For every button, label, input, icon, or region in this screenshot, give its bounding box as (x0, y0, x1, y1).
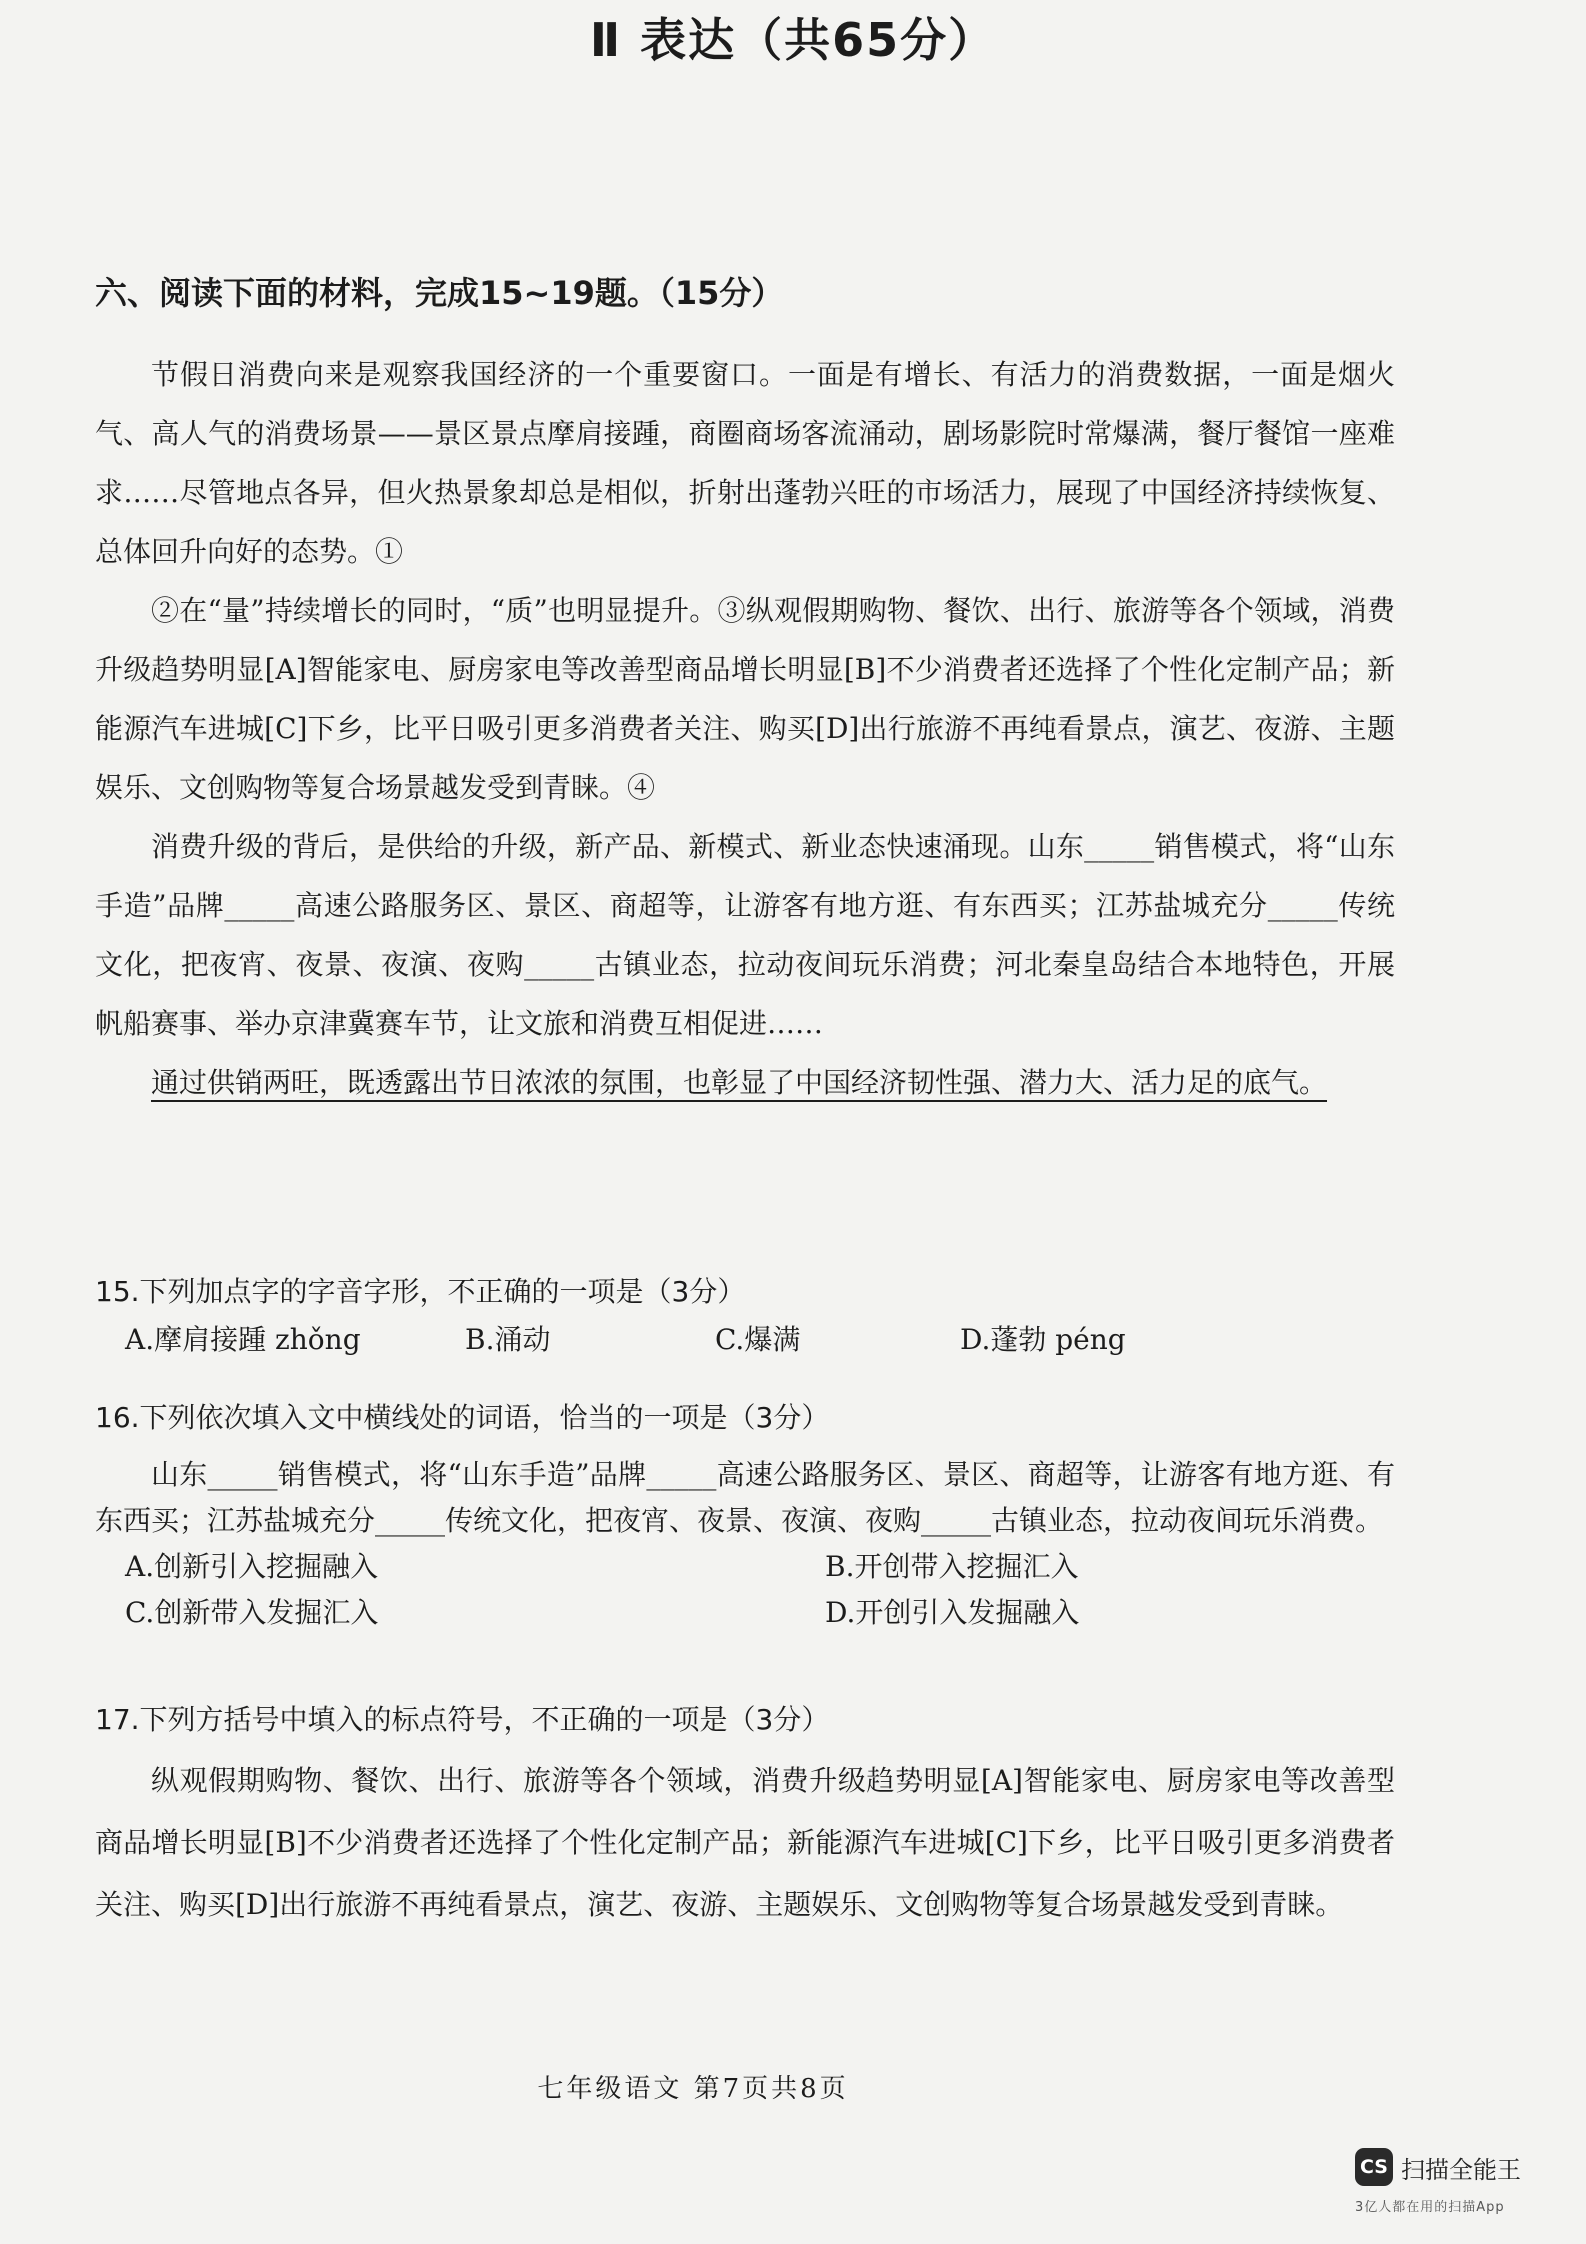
question-17 (95, 1696, 1395, 1936)
question-17-quote: 纵观假期购物、餐饮、出行、旅游等各个领域，消费升级趋势明显[A]智能家电、厨房家电等改善型商品增长明显[B]不少消费者还选择了个性化定制产品；新能源汽车进城[C]下乡，比平日吸引更多消费者关注、购买[D]出行旅游不再纯看景点，演艺、夜游、主题娱乐、文创购物等复合场景越发受到青睐。 (95, 1764, 1395, 1921)
option-b: B.开创带入挖掘汇入 (825, 1550, 1079, 1583)
question-15 (95, 1268, 1395, 1364)
passage-paragraph-4: 通过供销两旺，既透露出节日浓浓的氛围，也彰显了中国经济韧性强、潜力大、活力足的底气。 (151, 1066, 1328, 1099)
option-c: C.创新带入发掘汇入 (125, 1596, 379, 1629)
question-15-stem: 15.下列加点字的字音字形，不正确的一项是（3分） (95, 1275, 746, 1308)
passage-paragraph-2: ②在“量”持续增长的同时，“质”也明显提升。③纵观假期购物、餐饮、出行、旅游等各个领域，消费升级趋势明显[A]智能家电、厨房家电等改善型商品增长明显[B]不少消费者还选择了个性化定制产品；新能源汽车进城[C]下乡，比平日吸引更多消费者关注、购买[D]出行旅游不再纯看景点，演艺、夜游、主题娱乐、文创购物等复合场景越发受到青睐。④ (95, 594, 1395, 804)
camscanner-logo-icon: CS (1355, 2148, 1393, 2186)
watermark-tagline: 3亿人都在用的扫描App (1355, 2200, 1505, 2215)
option-a: A.摩肩接踵 zhǒng (125, 1323, 361, 1356)
option-c: C.爆满 (715, 1323, 801, 1356)
option-d: D.蓬勃 péng (960, 1323, 1126, 1356)
question-16-quote: 山东_____销售模式，将“山东手造”品牌_____高速公路服务区、景区、商超等，让游客有地方逛、有东西买；江苏盐城充分_____传统文化，把夜宵、夜景、夜演、夜购_____古镇业态，拉动夜间玩乐消费。 (95, 1458, 1395, 1537)
question-16-stem: 16.下列依次填入文中横线处的词语，恰当的一项是（3分） (95, 1401, 830, 1434)
question-15-options (125, 1316, 1395, 1364)
passage-paragraph-1: 节假日消费向来是观察我国经济的一个重要窗口。一面是有增长、有活力的消费数据，一面是烟火气、高人气的消费场景——景区景点摩肩接踵，商圈商场客流涌动，剧场影院时常爆满，餐厅餐馆一座难求……尽管地点各异，但火热景象却总是相似，折射出蓬勃兴旺的市场活力，展现了中国经济持续恢复、总体回升向好的态势。① (95, 358, 1395, 568)
page-heading: Ⅱ 表达（共65分） (589, 13, 997, 67)
section-title: 六、阅读下面的材料，完成15~19题。（15分） (95, 274, 784, 312)
question-17-stem: 17.下列方括号中填入的标点符号，不正确的一项是（3分） (95, 1703, 830, 1736)
option-b: B.涌动 (465, 1323, 551, 1356)
page-footer: 七年级语文 第7页共8页 (537, 2074, 849, 2104)
question-16 (95, 1394, 1395, 1636)
watermark-name: 扫描全能王 (1401, 2155, 1521, 2184)
option-d: D.开创引入发掘融入 (825, 1596, 1080, 1629)
passage-paragraph-3: 消费升级的背后，是供给的升级，新产品、新模式、新业态快速涌现。山东_____销售模式，将“山东手造”品牌_____高速公路服务区、景区、商超等，让游客有地方逛、有东西买；江苏盐城充分_____传统文化，把夜宵、夜景、夜演、夜购_____古镇业态，拉动夜间玩乐消费；河北秦皇岛结合本地特色，开展帆船赛事、举办京津冀赛车节，让文旅和消费互相促进…… (95, 830, 1395, 1040)
option-a: A.创新引入挖掘融入 (125, 1550, 379, 1583)
reading-passage (95, 345, 1395, 1112)
scanner-watermark (1355, 2148, 1521, 2186)
question-16-options (125, 1544, 1395, 1636)
